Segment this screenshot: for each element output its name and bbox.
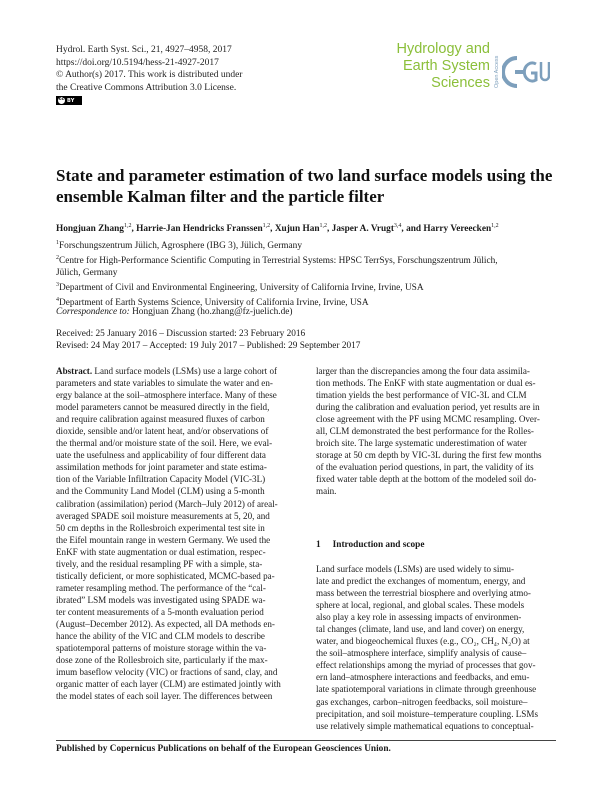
affiliation-text: Forschungszentrum Jülich, Agrosphere (IBG 3), Jülich, Germany: [59, 241, 302, 252]
abstract-line: the model states of each soil layer. The differences between: [56, 691, 273, 702]
abstract-line: close agreement with the PF using MCMC resampling. Over-: [316, 414, 540, 425]
abstract-line: ergy balance at the soil–atmosphere interface. Many of these: [56, 390, 277, 401]
affiliation-number: 1: [56, 240, 59, 246]
author-affiliation: 1,2: [262, 223, 271, 229]
cc-license-badge[interactable]: [56, 96, 82, 105]
author-separator: ,: [270, 224, 275, 235]
journal-name-line: Earth System: [402, 58, 490, 74]
intro-line: late and predict the exchanges of momentum, energy, and: [316, 576, 526, 587]
abstract-line: broich site. The large systematic underestimation of water: [316, 438, 527, 449]
abstract-line: calibration (assimilation) period (March–July 2012) of areal-: [56, 498, 278, 509]
section-number: 1: [316, 540, 321, 550]
revised-dates: Revised: 24 May 2017 – Accepted: 19 July 2017 – Published: 29 September 2017: [56, 341, 361, 351]
abstract-line: 50 cm depths in the Rollesbroich experimental test site in: [56, 522, 265, 533]
abstract-line: tively, and the residual resampling PF with a simple, sta-: [56, 558, 263, 569]
abstract-continued: [316, 365, 556, 498]
egu-logo: [502, 52, 550, 92]
abstract-line: ter content measurements of a 5-month evaluation period: [56, 606, 264, 617]
abstract-line: parameters and state variables to simulate the water and en-: [56, 378, 273, 389]
abstract-line: all, CLM demonstrated the best performance for the Rolles-: [316, 426, 534, 437]
journal-name-line: Sciences: [431, 75, 490, 91]
introduction-text: [316, 563, 556, 732]
abstract: [56, 365, 296, 702]
correspondence: [56, 306, 292, 318]
abstract-line: organic matter of each layer (CLM) are estimated jointly with: [56, 679, 281, 690]
abstract-line: larger than the discrepancies among the four data assimila-: [316, 366, 530, 376]
abstract-line: tion methods. The EnKF with state augmentation or dual es-: [316, 378, 536, 389]
section-heading: [316, 540, 424, 550]
abstract-line: fixed water table depth at the bottom of the modeled soil do-: [316, 474, 537, 485]
abstract-line: hance the ability of the VIC and CLM models to describe: [56, 631, 265, 642]
abstract-line: tion of the Variable Infiltration Capacity Model (VIC-3L): [56, 474, 266, 485]
abstract-line: uate the usefulness and applicability of four different data: [56, 450, 266, 461]
affiliation-text: Centre for High-Performance Scientific Computing in Terrestrial Systems: HPSC TerrSys, Forschungszentrum Jülich,: [59, 256, 498, 267]
abstract-line: the Eifel mountain range in western Germany. We used the: [56, 534, 271, 545]
affiliation-text: Jülich, Germany: [56, 268, 118, 279]
author-list: [56, 220, 576, 235]
affiliation-number: 3: [56, 282, 59, 289]
author-name: Jasper A. Vrugt: [331, 224, 394, 235]
affiliation-number: 2: [56, 255, 59, 262]
intro-line: ern land–atmosphere interactions and feedbacks, and emu-: [316, 672, 530, 683]
affiliation-item: [56, 279, 576, 294]
received-dates: Received: 25 January 2016 – Discussion started: 23 February 2016: [56, 329, 306, 339]
affiliation-text: Department of Earth Systems Science, University of California Irvine, Irvine, USA: [59, 298, 369, 309]
abstract-line: EnKF with state augmentation or dual estimation, respec-: [56, 546, 266, 557]
abstract-line: storage at 50 cm depth by VIC-3L during the first few months: [316, 450, 542, 461]
journal-name-line: Hydrology and: [396, 41, 490, 57]
abstract-line: ibrated” LSM models was investigated using SPADE wa-: [56, 594, 266, 605]
abstract-label: Abstract.: [56, 366, 93, 376]
abstract-line: the thermal and/or moisture state of the soil. Here, we eval-: [56, 438, 273, 449]
author-separator: ,: [327, 224, 332, 235]
title-line: State and parameter estimation of two land surface models using the: [56, 166, 553, 185]
abstract-line: imum baseflow velocity (VIC) or fractions of sand, clay, and: [56, 667, 278, 678]
journal-name: [330, 41, 490, 92]
intro-line: effect relationships among the myriad of processes that gov-: [316, 660, 536, 671]
author-name: Harrie-Jan Hendricks Franssen: [136, 224, 263, 235]
intro-line: sphere at local, regional, and global scales. These models: [316, 600, 525, 611]
intro-line: mass between the terrestrial biosphere and overlying atmo-: [316, 588, 531, 599]
affiliation-text: Department of Civil and Environmental Engineering, University of California Irvine, Irvine, USA: [59, 283, 424, 294]
footer-rule: [56, 740, 556, 741]
affiliation-number: 4: [56, 297, 59, 304]
license-line: the Creative Commons Attribution 3.0 License.: [56, 82, 237, 93]
intro-line: also play a key role in assessing impacts of environmen-: [316, 612, 522, 623]
abstract-line: assimilation methods for joint parameter and state estima-: [56, 462, 267, 473]
affiliation-item: [56, 237, 576, 252]
abstract-line: during the calibration and evaluation period, yet results are in: [316, 402, 540, 413]
abstract-line: of the evaluation period questions, in part, the validity of its: [316, 462, 534, 473]
author-name: Xujun Han: [274, 224, 320, 235]
affiliation-list: [56, 237, 576, 309]
cc-by-label: BY: [67, 97, 75, 104]
author-affiliation: 1,2: [491, 223, 499, 229]
section-title: Introduction and scope: [332, 540, 425, 550]
abstract-line: dose zone of the Rollesbroich site, particularly if the max-: [56, 655, 268, 666]
abstract-line: averaged SPADE soil moisture measurements at 5, 20, and: [56, 510, 270, 521]
abstract-line: tistically deficient, or more sophisticated, MCMC-based pa-: [56, 570, 275, 581]
intro-line: water, and biogeochemical fluxes (e.g., CO₂, CH₄, N₂O) at: [316, 636, 530, 647]
abstract-line: rameter resampling method. The performance of the “cal-: [56, 582, 266, 593]
title-line: ensemble Kalman filter and the particle filter: [56, 186, 385, 206]
correspondence-label: Correspondence to:: [56, 307, 130, 317]
journal-citation: Hydrol. Earth Syst. Sci., 21, 4927–4958, 2017: [56, 45, 232, 55]
open-access-label: Open Access: [494, 55, 500, 88]
author-separator: , and: [401, 224, 424, 235]
intro-line: precipitation, and soil moisture–temperature coupling. LSMs: [316, 708, 538, 719]
author-affiliation: 1,2: [319, 223, 328, 229]
author-separator: ,: [131, 224, 137, 235]
doi-link[interactable]: https://doi.org/10.5194/hess-21-4927-2017: [56, 57, 219, 68]
affiliation-item: [56, 252, 576, 267]
intro-line: late spatiotemporal variations in climate through greenhouse: [316, 684, 537, 695]
intro-line: tal changes (climate, land use, and land cover) on energy,: [316, 624, 525, 635]
author-affiliation: 3,4: [393, 223, 402, 229]
intro-line: use relatively simple mathematical equations to conceptual-: [316, 720, 534, 731]
abstract-line: and the Community Land Model (CLM) using a 5-month: [56, 486, 265, 497]
author-affiliation: 1,2: [123, 223, 132, 229]
abstract-line: main.: [316, 486, 337, 497]
publisher-footer: Published by Copernicus Publications on behalf of the European Geosciences Union.: [56, 744, 391, 754]
abstract-line: Land surface models (LSMs) use a large cohort of: [92, 366, 278, 376]
abstract-line: dioxide, sensible and/or latent heat, and/or observations of: [56, 426, 269, 437]
abstract-line: timation yields the best performance of VIC-3L and CLM: [316, 390, 527, 401]
correspondence-text[interactable]: Hongjuan Zhang (ho.zhang@fz-juelich.de): [129, 307, 293, 317]
paper-title: [56, 166, 566, 207]
intro-line: Land surface models (LSMs) are used widely to simu-: [316, 564, 514, 574]
abstract-line: spatiotemporal patterns of moisture storage within the va-: [56, 643, 267, 654]
author-name: Hongjuan Zhang: [56, 224, 124, 235]
author-name: Harry Vereecken: [423, 224, 492, 235]
abstract-line: and require calibration against measured fluxes of carbon: [56, 414, 265, 425]
intro-line: the soil–atmosphere interface, simplify analysis of cause–: [316, 648, 527, 659]
copyright-line: © Author(s) 2017. This work is distributed under: [56, 70, 243, 80]
abstract-line: (August–December 2012). As expected, all DA methods en-: [56, 618, 275, 629]
affiliation-item: [56, 267, 576, 279]
intro-line: gas exchanges, carbon–nitrogen feedbacks, soil moisture–: [316, 696, 528, 707]
abstract-line: model parameters cannot be measured directly in the field,: [56, 402, 270, 413]
cc-icon: cc: [58, 97, 65, 103]
